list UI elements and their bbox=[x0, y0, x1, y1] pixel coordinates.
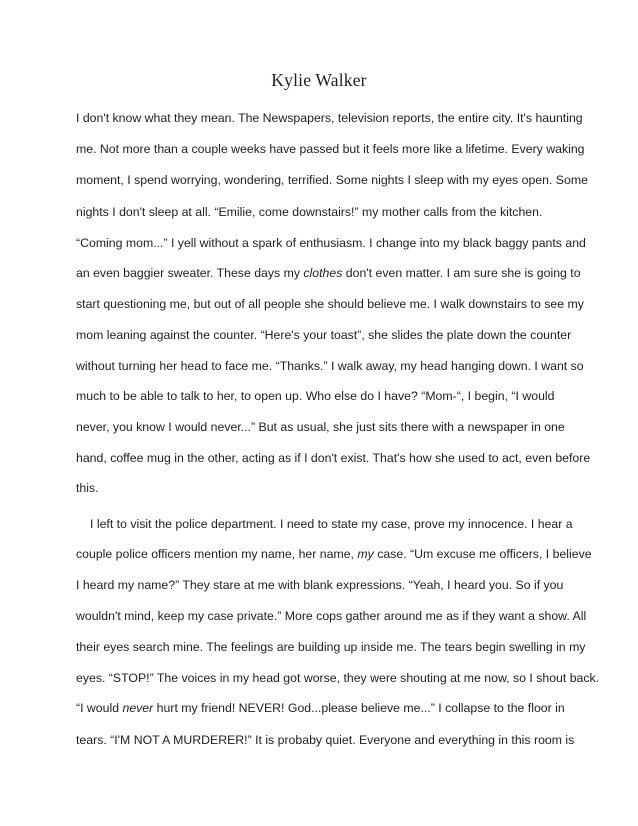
paragraph-1-line bbox=[76, 480, 576, 496]
text-run: wouldn't mind, keep my case private.” More cops gather around me as if they want a show. All bbox=[76, 609, 587, 623]
text-run: hand, coffee mug in the other, acting as if I don't exist. That's how she used to act, even before bbox=[76, 451, 591, 465]
text-run: “Coming mom...” I yell without a spark of enthusiasm. I change into my black baggy pants and bbox=[76, 236, 586, 250]
text-run: tears. “I'M NOT A MURDERER!” It is probaby quiet. Everyone and everything in this room is bbox=[76, 733, 575, 747]
paragraph-2-line bbox=[76, 700, 576, 716]
paragraph-2-line bbox=[90, 516, 590, 532]
text-run: I left to visit the police department. I need to state my case, prove my innocence. I hear a bbox=[90, 517, 573, 531]
text-run: never, you know I would never...” But as usual, she just sits there with a newspaper in one bbox=[76, 420, 565, 434]
paragraph-1-line bbox=[76, 450, 591, 466]
paragraph-2-line bbox=[76, 670, 600, 686]
paragraph-1-line bbox=[76, 358, 584, 374]
text-run: don't even matter. I am sure she is going to bbox=[342, 266, 581, 280]
paragraph-1-line bbox=[76, 141, 585, 157]
text-run: this. bbox=[76, 481, 99, 495]
paragraph-1-line bbox=[76, 204, 576, 220]
paragraph-2-line bbox=[76, 608, 587, 624]
text-run: “I would bbox=[76, 701, 123, 715]
text-run: I heard my name?” They stare at me with blank expressions. “Yeah, I heard you. So if you bbox=[76, 578, 564, 592]
text-run: much to be able to talk to her, to open up. Who else do I have? “Mom-“, I begin, “I would bbox=[76, 389, 555, 403]
paragraph-1-line bbox=[76, 296, 584, 312]
text-run: nights I don't sleep at all. “Emilie, come downstairs!” my mother calls from the kitchen. bbox=[76, 205, 543, 219]
paragraph-1-line bbox=[76, 419, 576, 435]
paragraph-1-line bbox=[76, 327, 576, 343]
emphasized-text: never bbox=[122, 701, 154, 715]
text-run: case. “Um excuse me officers, I believe bbox=[373, 547, 592, 561]
text-run: me. Not more than a couple weeks have passed but it feels more like a lifetime. Every waking bbox=[76, 142, 585, 156]
text-run: moment, I spend worrying, wondering, terrified. Some nights I sleep with my eyes open. Some bbox=[76, 173, 588, 187]
paragraph-2-line bbox=[76, 639, 586, 655]
text-run: eyes. “STOP!” The voices in my head got worse, they were shouting at me now, so I shout back. bbox=[76, 671, 600, 685]
paragraph-2-line bbox=[76, 732, 576, 748]
paragraph-2-line bbox=[76, 546, 592, 562]
text-run: without turning her head to face me. “Thanks.” I walk away, my head hanging down. I want so bbox=[76, 359, 584, 373]
text-run: hurt my friend! NEVER! God...please believe me...” I collapse to the floor in bbox=[153, 701, 565, 715]
emphasized-text: my bbox=[357, 547, 374, 561]
document-title: Kylie Walker bbox=[271, 70, 367, 90]
paragraph-1-line bbox=[76, 265, 581, 281]
paragraph-1-line bbox=[76, 110, 583, 126]
text-run: an even baggier sweater. These days my bbox=[76, 266, 304, 280]
paragraph-1-line bbox=[76, 172, 588, 188]
emphasized-text: clothes bbox=[303, 266, 343, 280]
text-run: I don't know what they mean. The Newspapers, television reports, the entire city. It's haunting bbox=[76, 111, 583, 125]
paragraph-2-line bbox=[76, 577, 576, 593]
paragraph-1-line bbox=[76, 388, 576, 404]
paragraph-1-line bbox=[76, 235, 586, 251]
text-run: mom leaning against the counter. “Here's your toast”, she slides the plate down the counter bbox=[76, 328, 572, 342]
text-run: couple police officers mention my name, her name, bbox=[76, 547, 358, 561]
text-run: start questioning me, but out of all people she should believe me. I walk downstairs to see my bbox=[76, 297, 584, 311]
text-run: their eyes search mine. The feelings are building up inside me. The tears begin swelling in my bbox=[76, 640, 586, 654]
